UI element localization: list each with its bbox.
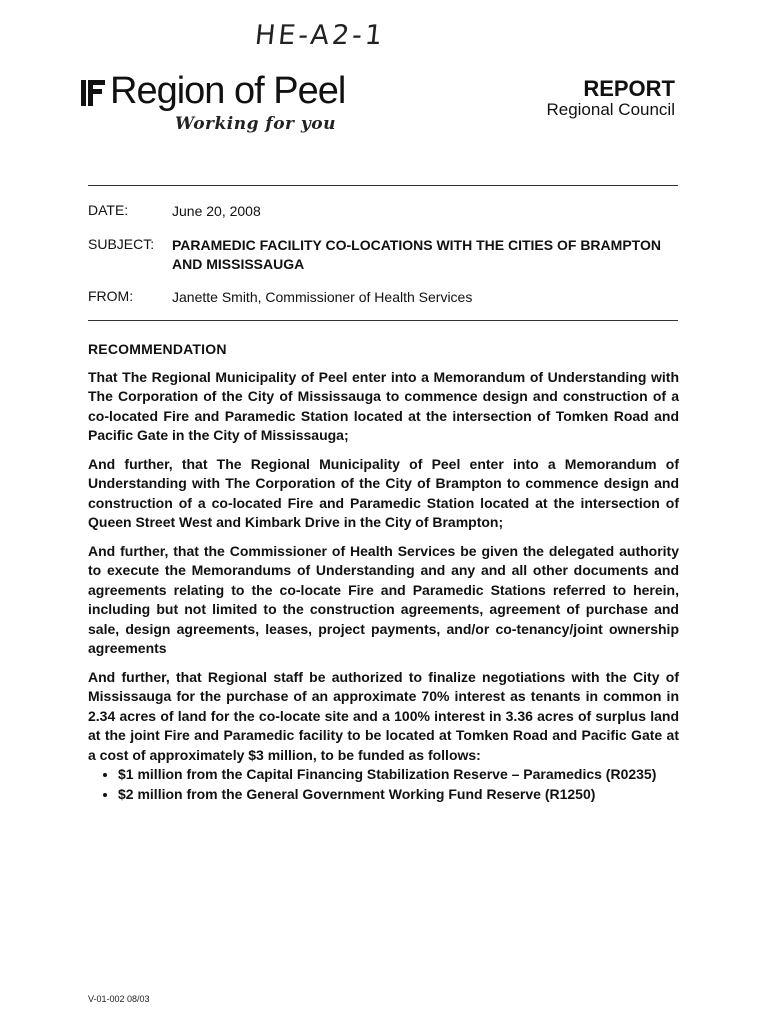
- from-value: Janette Smith, Commissioner of Health Services: [172, 289, 473, 305]
- report-type: REPORT: [583, 76, 675, 101]
- funding-list: [88, 765, 679, 804]
- organization-tagline: Working for you: [175, 114, 337, 134]
- header-divider: [88, 185, 678, 186]
- recommendation-paragraph: And further, that The Regional Municipality of Peel enter into a Memorandum of Understanding with The Corporation of the City of Brampton to commence design and construction of a co-located Fire and Paramedic Station located at the intersection of Queen Street West and Kimbark Drive in the City of Brampton;: [88, 455, 679, 530]
- subject-value: PARAMEDIC FACILITY CO-LOCATIONS WITH THE CITIES OF BRAMPTON AND MISSISSAUGA: [172, 237, 661, 272]
- report-audience: Regional Council: [546, 100, 675, 119]
- form-code: V-01-002 08/03: [88, 994, 150, 1004]
- recommendation-paragraph: And further, that Regional staff be authorized to finalize negotiations with the City of Mississauga for the purchase of an approximate 70% interest as tenants in common in 2.34 acres of land for the co-locate site and a 100% interest in 3.36 acres of surplus land at the joint Fire and Paramedic facility to be located at Tomken Road and Pacific Gate at a cost of approximately $3 million, to be funded as follows:: [88, 668, 679, 763]
- subject-label: SUBJECT:: [88, 236, 155, 252]
- handwritten-reference: HE-A2-1: [253, 20, 387, 51]
- recommendation-paragraph: And further, that the Commissioner of Health Services be given the delegated authority to execute the Memorandums of Understanding and any and all other documents and agreements relating to the co-locate Fire and Paramedic Stations referred to herein, including but not limited to the construction agreements, agreement of purchase and sale, design agreements, leases, project payments, and/or co-tenancy/joint ownership agreements: [88, 542, 679, 656]
- meta-divider: [88, 320, 678, 321]
- recommendation-section: [88, 340, 679, 804]
- organization-name: Region of Peel: [110, 70, 346, 112]
- date-value: June 20, 2008: [172, 203, 261, 219]
- funding-item: • $2 million from the General Government Working Fund Reserve (R1250): [118, 785, 679, 805]
- from-label: FROM:: [88, 288, 134, 304]
- funding-item: • $1 million from the Capital Financing Stabilization Reserve – Paramedics (R0235): [118, 765, 679, 785]
- date-label: DATE:: [88, 202, 129, 218]
- recommendation-heading: RECOMMENDATION: [88, 341, 227, 357]
- recommendation-paragraph: That The Regional Municipality of Peel enter into a Memorandum of Understanding with The Corporation of the City of Mississauga to commence design and construction of a co-located Fire and Paramedic Station located at the intersection of Tomken Road and Pacific Gate in the City of Mississauga;: [88, 368, 679, 443]
- region-of-peel-logo-icon: [81, 80, 105, 106]
